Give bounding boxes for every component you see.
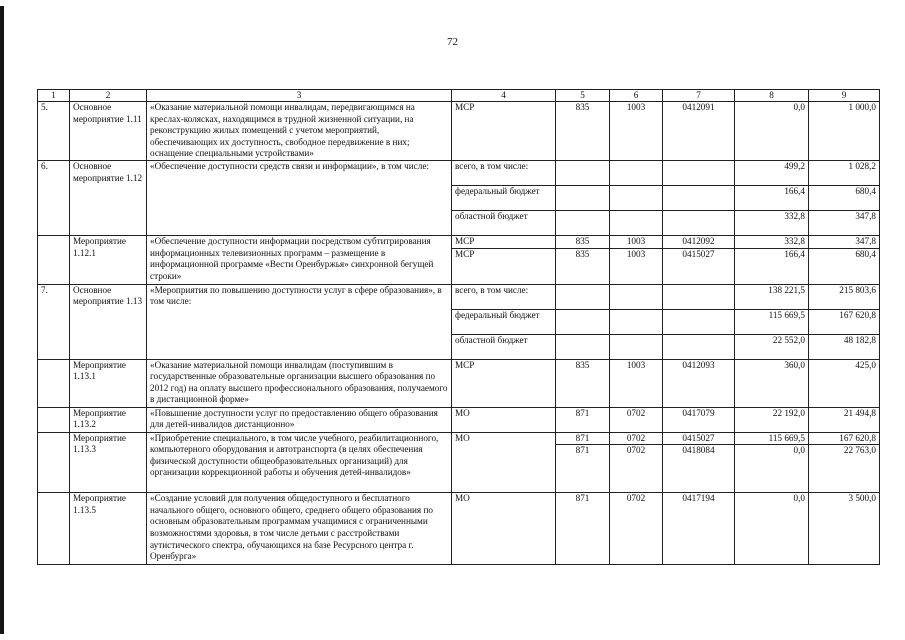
row-number: 5. xyxy=(38,102,70,161)
funding-source: областной бюджет xyxy=(452,334,556,359)
section-code xyxy=(610,160,663,185)
executor: МО xyxy=(452,493,556,565)
table-row xyxy=(38,102,880,161)
measure-description: «Обеспечение доступности средств связи и информации», в том числе: xyxy=(147,160,452,235)
measure-name: Мероприятие 1.13.2 xyxy=(70,407,147,432)
row-number xyxy=(38,235,70,284)
section-code: 0702 xyxy=(610,445,663,493)
funding-source: всего, в том числе: xyxy=(452,160,556,185)
amount-col-8: 22 552,0 xyxy=(735,334,809,359)
target-article-code: 0412093 xyxy=(663,359,735,407)
column-number-header xyxy=(38,90,880,102)
amount-col-8: 166,4 xyxy=(735,248,809,284)
measure-description: «Повышение доступности услуг по предоставлению общего образования для детей-инвалидов дистанционно» xyxy=(147,407,452,432)
measure-name: Мероприятие 1.13.1 xyxy=(70,359,147,407)
amount-col-8: 332,8 xyxy=(735,210,809,235)
grbs-code: 871 xyxy=(556,432,610,445)
target-article-code: 0415027 xyxy=(663,432,735,445)
grbs-code xyxy=(556,160,610,185)
executor: МСР xyxy=(452,248,556,284)
amount-col-8: 166,4 xyxy=(735,185,809,210)
section-code: 1003 xyxy=(610,248,663,284)
measure-name: Основное мероприятие 1.12 xyxy=(70,160,147,235)
header-col-6: 6 xyxy=(610,90,663,102)
section-code: 1003 xyxy=(610,359,663,407)
header-col-2: 2 xyxy=(70,90,147,102)
amount-col-9: 680,4 xyxy=(809,185,880,210)
section-code: 0702 xyxy=(610,432,663,445)
section-code xyxy=(610,185,663,210)
amount-col-9: 3 500,0 xyxy=(809,493,880,565)
header-col-7: 7 xyxy=(663,90,735,102)
row-number xyxy=(38,432,70,493)
section-code xyxy=(610,210,663,235)
target-article-code: 0412091 xyxy=(663,102,735,161)
header-col-4: 4 xyxy=(452,90,556,102)
amount-col-9: 48 182,8 xyxy=(809,334,880,359)
target-article-code xyxy=(663,309,735,334)
target-article-code: 0417194 xyxy=(663,493,735,565)
section-code xyxy=(610,334,663,359)
amount-col-8: 360,0 xyxy=(735,359,809,407)
funding-source: федеральный бюджет xyxy=(452,185,556,210)
amount-col-8: 332,8 xyxy=(735,235,809,248)
amount-col-9: 1 000,0 xyxy=(809,102,880,161)
amount-col-9: 22 763,0 xyxy=(809,445,880,493)
row-number: 6. xyxy=(38,160,70,235)
header-col-1: 1 xyxy=(38,90,70,102)
table-row xyxy=(38,407,880,432)
target-article-code xyxy=(663,284,735,309)
amount-col-8: 22 192,0 xyxy=(735,407,809,432)
target-article-code xyxy=(663,334,735,359)
amount-col-8: 499,2 xyxy=(735,160,809,185)
page-number: 72 xyxy=(447,36,458,48)
measure-description: «Создание условий для получения общедоступного и бесплатного начального общего, основного общего, среднего общего образования по основным образовательным программам учащимися с ограниченными возможностями здоровья, в том числе детьми с расстройствами аутистического спектра, обучающихся на базе Ресурсного центра г. Оренбурга» xyxy=(147,493,452,565)
funding-source: федеральный бюджет xyxy=(452,309,556,334)
grbs-code: 871 xyxy=(556,445,610,493)
grbs-code: 835 xyxy=(556,235,610,248)
measure-description: «Оказание материальной помощи инвалидам, передвигающимся на креслах-колясках, находящимся в трудной жизненной ситуации, на реконструкцию жилых помещений с учетом мероприятий, обеспечивающих их доступность, свободное передвижение в них; оснащение специальными устройствами» xyxy=(147,102,452,161)
amount-col-8: 0,0 xyxy=(735,493,809,565)
executor: МСР xyxy=(452,102,556,161)
amount-col-9: 215 803,6 xyxy=(809,284,880,309)
amount-col-9: 167 620,8 xyxy=(809,309,880,334)
funding-source: областной бюджет xyxy=(452,210,556,235)
executor: МО xyxy=(452,407,556,432)
amount-col-9: 1 028,2 xyxy=(809,160,880,185)
amount-col-9: 425,0 xyxy=(809,359,880,407)
grbs-code xyxy=(556,334,610,359)
executor: МСР xyxy=(452,359,556,407)
funding-source: всего, в том числе: xyxy=(452,284,556,309)
table-row xyxy=(38,432,880,445)
row-number xyxy=(38,493,70,565)
section-code: 1003 xyxy=(610,235,663,248)
row-number: 7. xyxy=(38,284,70,359)
target-article-code: 0412092 xyxy=(663,235,735,248)
amount-col-9: 347,8 xyxy=(809,210,880,235)
row-number xyxy=(38,407,70,432)
amount-col-9: 167 620,8 xyxy=(809,432,880,445)
section-code: 0702 xyxy=(610,493,663,565)
amount-col-8: 115 669,5 xyxy=(735,309,809,334)
table-row xyxy=(38,235,880,248)
amount-col-8: 138 221,5 xyxy=(735,284,809,309)
grbs-code: 871 xyxy=(556,493,610,565)
measure-description: «Оказание материальной помощи инвалидам (поступившим в государственные образовательные организации высшего образования по 2012 год) на оплату высшего профессионального образования, получаемого в дистанционной форме» xyxy=(147,359,452,407)
section-code: 0702 xyxy=(610,407,663,432)
measure-name: Мероприятие 1.13.5 xyxy=(70,493,147,565)
grbs-code: 835 xyxy=(556,102,610,161)
header-col-9: 9 xyxy=(809,90,880,102)
table-row xyxy=(38,160,880,185)
header-col-8: 8 xyxy=(735,90,809,102)
executor: МО xyxy=(452,432,556,493)
program-measures-table xyxy=(37,89,880,565)
grbs-code xyxy=(556,284,610,309)
grbs-code xyxy=(556,210,610,235)
measure-description: «Обеспечение доступности информации посредством субтитрирования информационных телевизионных программ – размещение в информационной программе «Вести Оренбуржья» синхронной бегущей строки» xyxy=(147,235,452,284)
measure-description: «Мероприятия по повышению доступности услуг в сфере образования», в том числе: xyxy=(147,284,452,359)
target-article-code xyxy=(663,160,735,185)
section-code xyxy=(610,309,663,334)
amount-col-8: 0,0 xyxy=(735,102,809,161)
row-number xyxy=(38,359,70,407)
measure-name: Мероприятие 1.13.3 xyxy=(70,432,147,493)
amount-col-8: 0,0 xyxy=(735,445,809,493)
target-article-code xyxy=(663,210,735,235)
measure-name: Основное мероприятие 1.13 xyxy=(70,284,147,359)
table-row xyxy=(38,284,880,309)
amount-col-8: 115 669,5 xyxy=(735,432,809,445)
page-binding-edge xyxy=(0,6,4,634)
target-article-code: 0417079 xyxy=(663,407,735,432)
target-article-code: 0418084 xyxy=(663,445,735,493)
grbs-code: 835 xyxy=(556,359,610,407)
measure-name: Основное мероприятие 1.11 xyxy=(70,102,147,161)
section-code xyxy=(610,284,663,309)
target-article-code xyxy=(663,185,735,210)
measure-name: Мероприятие 1.12.1 xyxy=(70,235,147,284)
grbs-code: 835 xyxy=(556,248,610,284)
header-col-3: 3 xyxy=(147,90,452,102)
header-col-5: 5 xyxy=(556,90,610,102)
target-article-code: 0415027 xyxy=(663,248,735,284)
table-row xyxy=(38,359,880,407)
section-code: 1003 xyxy=(610,102,663,161)
amount-col-9: 680,4 xyxy=(809,248,880,284)
grbs-code xyxy=(556,185,610,210)
table-row xyxy=(38,493,880,565)
grbs-code: 871 xyxy=(556,407,610,432)
amount-col-9: 21 494,8 xyxy=(809,407,880,432)
grbs-code xyxy=(556,309,610,334)
amount-col-9: 347,8 xyxy=(809,235,880,248)
measure-description: «Приобретение специального, в том числе учебного, реабилитационного, компьютерного оборудования и автотранспорта (в целях обеспечения физической доступности общеобразовательных организаций) для организации коррекционной работы и обучения детей-инвалидов» xyxy=(147,432,452,493)
executor: МСР xyxy=(452,235,556,248)
